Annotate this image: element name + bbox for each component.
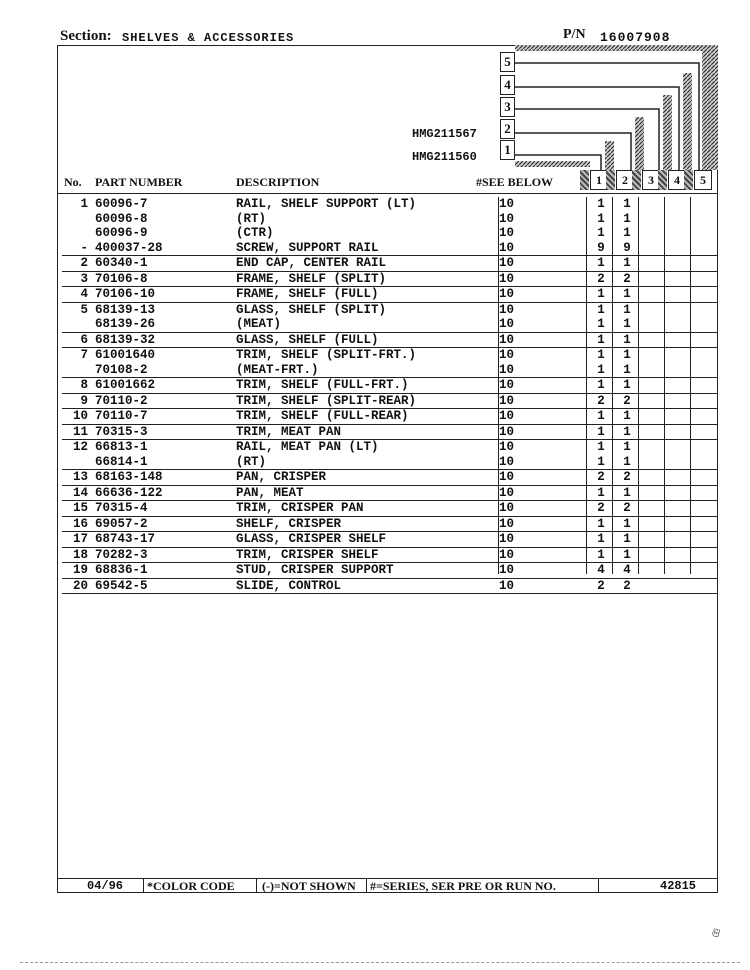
table-row <box>62 532 718 548</box>
quantity-series-1: 2 <box>597 393 605 408</box>
description: GLASS, CRISPER SHELF <box>236 532 387 546</box>
table-row <box>62 256 718 272</box>
quantity-series-1: 4 <box>597 563 605 577</box>
item-number: 16 <box>72 516 88 531</box>
table-row <box>62 548 718 564</box>
quantity-series-2: 1 <box>623 317 631 331</box>
table-row <box>62 409 718 425</box>
quantity-series-2: 1 <box>623 547 631 562</box>
quantity-series-1: 2 <box>597 578 605 593</box>
table-row <box>62 425 718 441</box>
description: TRIM, MEAT PAN <box>236 424 342 439</box>
corner-mark: ଞ <box>709 924 723 941</box>
description: STUD, CRISPER SUPPORT <box>236 563 394 577</box>
series-box: 3 <box>500 97 515 117</box>
column-header-part-number: PART NUMBER <box>95 175 183 189</box>
part-number: 70110-7 <box>95 409 148 423</box>
part-number: 70315-3 <box>95 424 148 439</box>
see-below: 10 <box>499 516 515 531</box>
see-below: 10 <box>499 501 515 515</box>
series-column-hatch <box>632 170 641 190</box>
part-number: 70315-4 <box>95 501 148 515</box>
table-row <box>62 579 718 595</box>
table-row <box>62 287 718 303</box>
item-number: 8 <box>80 378 88 392</box>
table-row <box>62 394 718 410</box>
table-row <box>62 212 718 227</box>
quantity-series-2: 1 <box>623 197 631 211</box>
quantity-series-1: 2 <box>597 470 605 484</box>
column-header-description: DESCRIPTION <box>236 175 320 189</box>
part-number: 70110-2 <box>95 393 148 408</box>
see-below: 10 <box>499 332 515 347</box>
item-number: 13 <box>72 470 88 484</box>
quantity-series-1: 2 <box>597 501 605 515</box>
part-number: 69057-2 <box>95 516 148 531</box>
footer-not-shown: (-)=NOT SHOWN <box>262 879 356 893</box>
series-box: 2 <box>500 119 515 139</box>
see-below: 10 <box>499 454 515 469</box>
series-column-number: 4 <box>668 170 686 190</box>
quantity-series-2: 1 <box>623 332 631 347</box>
quantity-series-1: 1 <box>597 226 605 240</box>
part-number: 66814-1 <box>95 454 148 469</box>
part-number-label: P/N <box>563 27 586 42</box>
description: RAIL, SHELF SUPPORT (LT) <box>236 197 417 211</box>
description: GLASS, SHELF (FULL) <box>236 332 379 347</box>
description: TRIM, SHELF (SPLIT-FRT.) <box>236 348 417 362</box>
see-below: 10 <box>499 317 515 331</box>
quantity-series-2: 2 <box>623 501 631 515</box>
quantity-series-2: 1 <box>623 226 631 240</box>
quantity-series-1: 1 <box>597 302 605 317</box>
see-below: 10 <box>499 226 515 240</box>
quantity-series-1: 1 <box>597 547 605 562</box>
series-column-number: 5 <box>694 170 712 190</box>
quantity-series-1: 1 <box>597 485 605 500</box>
table-row <box>62 272 718 288</box>
description: (RT) <box>236 454 267 469</box>
quantity-series-1: 1 <box>597 532 605 546</box>
quantity-series-1: 9 <box>597 240 605 255</box>
see-below: 10 <box>499 578 515 593</box>
part-number: 60096-9 <box>95 226 148 240</box>
part-number: 70106-10 <box>95 287 156 301</box>
part-number: 60096-8 <box>95 211 148 226</box>
footer-divider <box>256 878 257 893</box>
quantity-series-1: 1 <box>597 362 605 377</box>
item-number: 15 <box>72 501 88 515</box>
see-below: 10 <box>499 271 515 286</box>
column-header-see-below: #SEE BELOW <box>476 175 554 189</box>
header-rule <box>57 193 718 194</box>
part-number: 68139-32 <box>95 332 156 347</box>
description: (CTR) <box>236 226 274 240</box>
see-below: 10 <box>499 563 515 577</box>
description: (RT) <box>236 211 267 226</box>
see-below: 10 <box>499 393 515 408</box>
quantity-series-1: 1 <box>597 332 605 347</box>
table-row <box>62 348 718 363</box>
footer-date: 04/96 <box>87 879 124 893</box>
series-box: 1 <box>500 140 515 160</box>
item-number: - <box>80 240 88 255</box>
column-header-no: No. <box>64 175 82 189</box>
quantity-series-2: 4 <box>623 563 631 577</box>
description: TRIM, SHELF (FULL-REAR) <box>236 409 409 423</box>
quantity-series-2: 2 <box>623 578 631 593</box>
series-box: 4 <box>500 75 515 95</box>
quantity-series-2: 2 <box>623 470 631 484</box>
quantity-series-1: 1 <box>597 424 605 439</box>
item-number: 2 <box>80 256 88 270</box>
quantity-series-2: 1 <box>623 485 631 500</box>
part-number: 68139-13 <box>95 302 156 317</box>
footer-page-code: 42815 <box>660 879 697 893</box>
quantity-series-1: 1 <box>597 440 605 454</box>
part-number: 68139-26 <box>95 317 156 331</box>
footer-color-code: *COLOR CODE <box>147 879 235 893</box>
quantity-series-2: 1 <box>623 424 631 439</box>
part-number: 60340-1 <box>95 256 148 270</box>
footer-divider <box>143 878 144 893</box>
footer-divider <box>598 878 599 893</box>
description: TRIM, CRISPER SHELF <box>236 547 379 562</box>
see-below: 10 <box>499 287 515 301</box>
quantity-series-2: 1 <box>623 302 631 317</box>
table-row <box>62 563 718 579</box>
item-number: 11 <box>72 424 88 439</box>
model-number: HMG211560 <box>412 150 477 164</box>
item-number: 5 <box>80 302 88 317</box>
part-number: 70106-8 <box>95 271 148 286</box>
quantity-series-2: 1 <box>623 287 631 301</box>
see-below: 10 <box>499 470 515 484</box>
description: (MEAT) <box>236 317 282 331</box>
see-below: 10 <box>499 424 515 439</box>
description: FRAME, SHELF (FULL) <box>236 287 379 301</box>
quantity-series-2: 1 <box>623 362 631 377</box>
series-column-hatch <box>658 170 667 190</box>
quantity-series-2: 1 <box>623 378 631 392</box>
quantity-series-1: 1 <box>597 287 605 301</box>
see-below: 10 <box>499 485 515 500</box>
quantity-series-2: 1 <box>623 516 631 531</box>
table-row <box>62 440 718 455</box>
description: TRIM, CRISPER PAN <box>236 501 364 515</box>
see-below: 10 <box>499 256 515 270</box>
see-below: 10 <box>499 547 515 562</box>
see-below: 10 <box>499 409 515 423</box>
series-column-number: 3 <box>642 170 660 190</box>
footer-series-note: #=SERIES, SER PRE OR RUN NO. <box>370 879 556 893</box>
table-row <box>62 317 718 333</box>
table-row <box>62 241 718 257</box>
item-number: 20 <box>72 578 88 593</box>
see-below: 10 <box>499 532 515 546</box>
description: TRIM, SHELF (FULL-FRT.) <box>236 378 409 392</box>
description: SHELF, CRISPER <box>236 516 342 531</box>
part-number: 70282-3 <box>95 547 148 562</box>
part-number-value: 16007908 <box>600 30 671 45</box>
series-column-hatch <box>580 170 589 190</box>
table-row <box>62 333 718 349</box>
quantity-series-2: 1 <box>623 409 631 423</box>
quantity-series-1: 1 <box>597 409 605 423</box>
quantity-series-1: 2 <box>597 271 605 286</box>
quantity-series-2: 1 <box>623 532 631 546</box>
description: (MEAT-FRT.) <box>236 362 319 377</box>
item-number: 7 <box>80 348 88 362</box>
table-row <box>62 455 718 471</box>
quantity-series-2: 2 <box>623 393 631 408</box>
item-number: 10 <box>72 409 88 423</box>
quantity-series-1: 1 <box>597 211 605 226</box>
item-number: 9 <box>80 393 88 408</box>
part-number: 69542-5 <box>95 578 148 593</box>
parts-table <box>62 197 718 594</box>
series-column-hatch <box>684 170 693 190</box>
part-number: 68163-148 <box>95 470 163 484</box>
see-below: 10 <box>499 240 515 255</box>
description: SCREW, SUPPORT RAIL <box>236 240 379 255</box>
item-number: 3 <box>80 271 88 286</box>
description: END CAP, CENTER RAIL <box>236 256 387 270</box>
section-name: SHELVES & ACCESSORIES <box>122 31 295 45</box>
table-row <box>62 486 718 502</box>
see-below: 10 <box>499 440 515 454</box>
see-below: 10 <box>499 302 515 317</box>
description: SLIDE, CONTROL <box>236 578 342 593</box>
quantity-series-2: 1 <box>623 454 631 469</box>
bottom-edge-rule <box>20 962 740 963</box>
quantity-series-2: 1 <box>623 211 631 226</box>
part-number: 66636-122 <box>95 485 163 500</box>
part-number: 70108-2 <box>95 362 148 377</box>
table-row <box>62 197 718 212</box>
item-number: 17 <box>72 532 88 546</box>
quantity-series-2: 1 <box>623 440 631 454</box>
quantity-series-2: 2 <box>623 271 631 286</box>
quantity-series-1: 1 <box>597 256 605 270</box>
quantity-series-1: 1 <box>597 317 605 331</box>
item-number: 1 <box>80 197 88 211</box>
quantity-series-1: 1 <box>597 197 605 211</box>
item-number: 4 <box>80 287 88 301</box>
item-number: 14 <box>72 485 88 500</box>
table-row <box>62 517 718 533</box>
see-below: 10 <box>499 197 515 211</box>
part-number: 68836-1 <box>95 563 148 577</box>
quantity-series-2: 9 <box>623 240 631 255</box>
description: GLASS, SHELF (SPLIT) <box>236 302 387 317</box>
part-number: 400037-28 <box>95 240 163 255</box>
footer-divider <box>366 878 367 893</box>
series-column-number: 2 <box>616 170 634 190</box>
part-number: 61001662 <box>95 378 156 392</box>
description: TRIM, SHELF (SPLIT-REAR) <box>236 393 417 408</box>
quantity-series-2: 1 <box>623 348 631 362</box>
table-row <box>62 226 718 241</box>
part-number: 68743-17 <box>95 532 156 546</box>
item-number: 6 <box>80 332 88 347</box>
part-number: 66813-1 <box>95 440 148 454</box>
quantity-series-1: 1 <box>597 348 605 362</box>
see-below: 10 <box>499 362 515 377</box>
description: RAIL, MEAT PAN (LT) <box>236 440 379 454</box>
part-number: 61001640 <box>95 348 156 362</box>
quantity-series-1: 1 <box>597 454 605 469</box>
item-number: 18 <box>72 547 88 562</box>
see-below: 10 <box>499 348 515 362</box>
description: PAN, CRISPER <box>236 470 327 484</box>
series-column-hatch <box>606 170 615 190</box>
item-number: 12 <box>72 440 88 454</box>
model-number: HMG211567 <box>412 127 477 141</box>
description: PAN, MEAT <box>236 485 304 500</box>
table-row <box>62 501 718 517</box>
quantity-series-1: 1 <box>597 378 605 392</box>
description: FRAME, SHELF (SPLIT) <box>236 271 387 286</box>
table-row <box>62 470 718 486</box>
series-box: 5 <box>500 52 515 72</box>
quantity-series-1: 1 <box>597 516 605 531</box>
table-row <box>62 303 718 318</box>
series-column-number: 1 <box>590 170 608 190</box>
quantity-series-2: 1 <box>623 256 631 270</box>
see-below: 10 <box>499 378 515 392</box>
table-row <box>62 363 718 379</box>
see-below: 10 <box>499 211 515 226</box>
table-row <box>62 378 718 394</box>
item-number: 19 <box>72 563 88 577</box>
section-label: Section: <box>60 28 112 44</box>
part-number: 60096-7 <box>95 197 148 211</box>
